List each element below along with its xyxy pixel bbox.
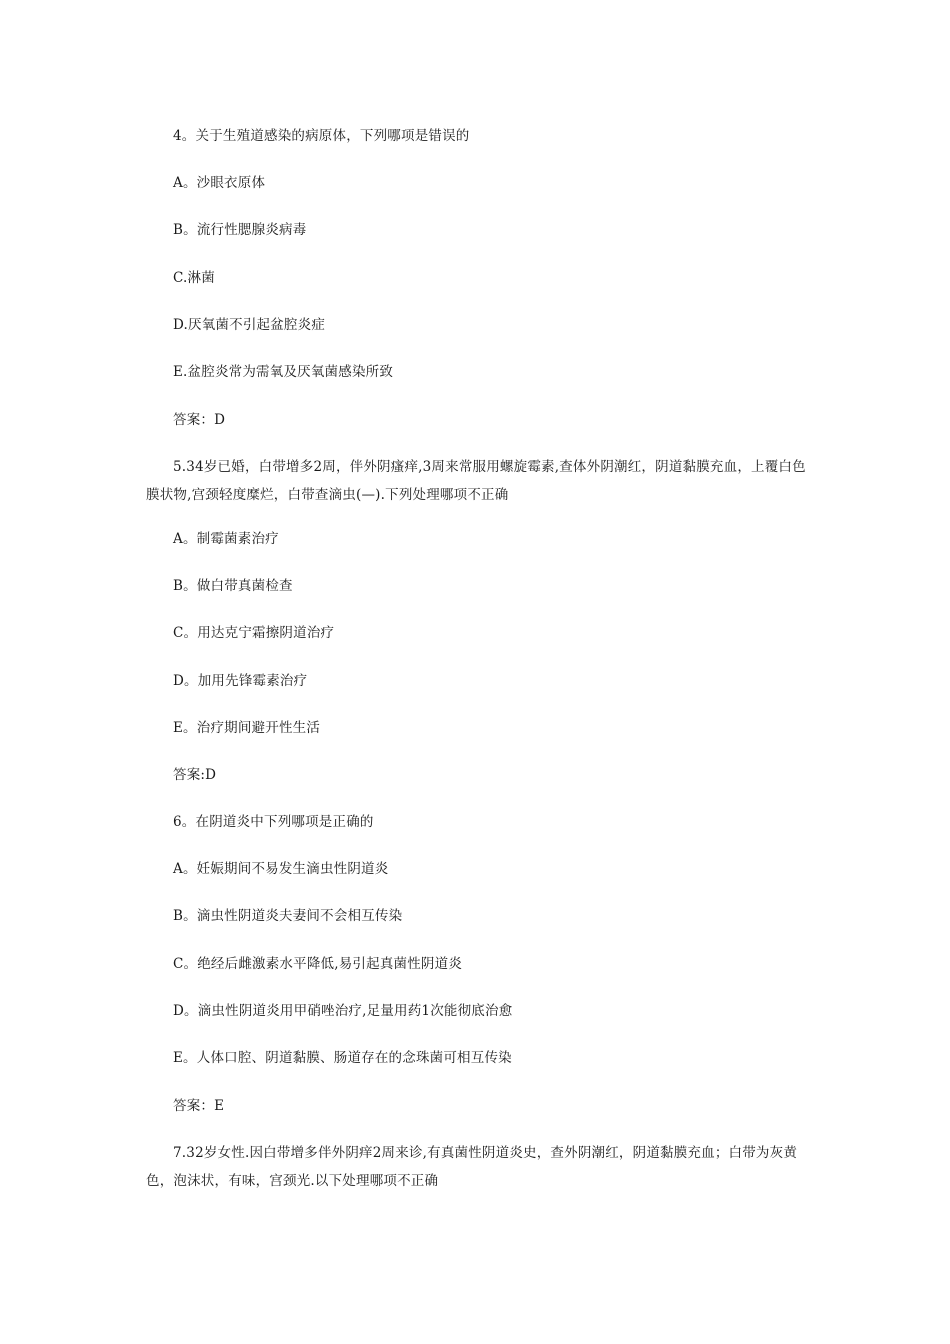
question-6-option-e: E。人体口腔、阴道黏膜、肠道存在的念珠菌可相互传染 — [173, 1050, 512, 1066]
question-5-option-b: B。做白带真菌检查 — [173, 578, 293, 594]
question-6-stem: 6。在阴道炎中下列哪项是正确的 — [173, 814, 374, 830]
question-6-option-c: C。绝经后雌激素水平降低,易引起真菌性阴道炎 — [173, 956, 463, 972]
question-6-option-b: B。滴虫性阴道炎夫妻间不会相互传染 — [173, 908, 403, 924]
question-5-option-e: E。治疗期间避开性生活 — [173, 720, 321, 736]
question-5-answer: 答案:D — [173, 767, 217, 783]
question-4-stem: 4。关于生殖道感染的病原体，下列哪项是错误的 — [173, 128, 470, 144]
question-4-answer: 答案：D — [173, 412, 226, 428]
question-5-option-d: D。加用先锋霉素治疗 — [173, 673, 308, 689]
question-7-stem: 7.32岁女性.因白带增多伴外阴痒2周来诊,有真菌性阴道炎史，查外阴潮红，阴道黏膜充血；白带为灰黄色，泡沫状，有味，宫颈光.以下处理哪项不正确 — [146, 1145, 798, 1189]
question-5-stem: 5.34岁已婚，白带增多2周，伴外阴瘙痒,3周来常服用螺旋霉素,查体外阴潮红，阴道黏膜充血，上覆白色膜状物,宫颈轻度糜烂，白带查滴虫(—).下列处理哪项不正确 — [146, 459, 806, 503]
question-6-option-d: D。滴虫性阴道炎用甲硝唑治疗,足量用药1次能彻底治愈 — [173, 1003, 513, 1019]
question-4-option-d: D.厌氧菌不引起盆腔炎症 — [173, 317, 326, 333]
question-4-option-c: C.淋菌 — [173, 270, 215, 286]
question-5-option-c: C。用达克宁霜擦阴道治疗 — [173, 625, 335, 641]
question-6-option-a: A。妊娠期间不易发生滴虫性阴道炎 — [173, 861, 389, 877]
question-4-option-a: A。沙眼衣原体 — [173, 175, 266, 191]
question-5-option-a: A。制霉菌素治疗 — [173, 531, 279, 547]
question-6-answer: 答案：E — [173, 1098, 225, 1114]
question-4-option-e: E.盆腔炎常为需氧及厌氧菌感染所致 — [173, 364, 394, 380]
question-4-option-b: B。流行性腮腺炎病毒 — [173, 222, 307, 238]
